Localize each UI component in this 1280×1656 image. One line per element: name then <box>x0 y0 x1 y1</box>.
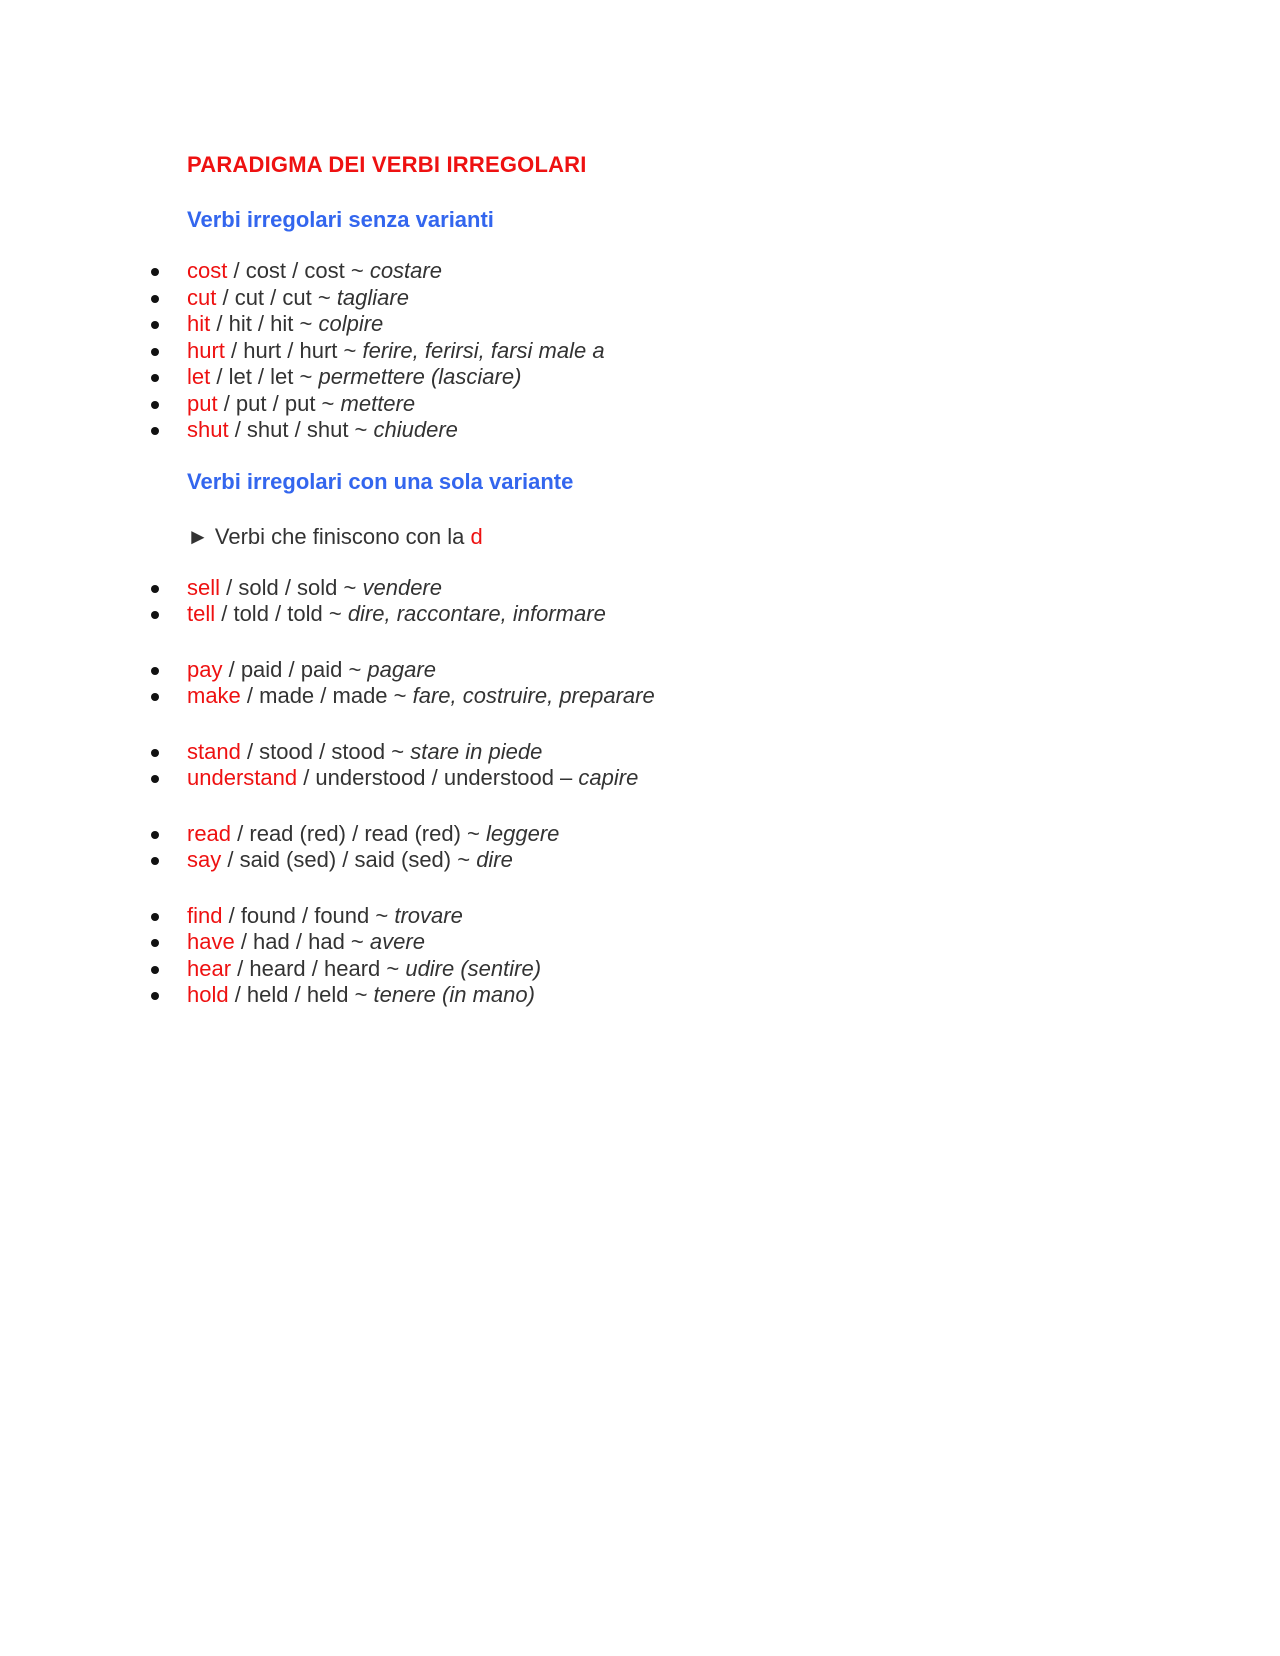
verb-group-5 <box>187 903 1187 1009</box>
list-item <box>187 258 1187 285</box>
list-item <box>187 683 1187 710</box>
list-item <box>187 311 1187 338</box>
verb-base: have <box>187 929 235 954</box>
verb-base: hear <box>187 955 232 981</box>
verb-base: understand <box>187 765 298 790</box>
section-heading-no-variants: Verbi irregolari senza varianti <box>187 207 494 232</box>
verb-group-4 <box>187 821 1187 874</box>
list-item <box>187 982 1187 1009</box>
verb-meaning: permettere (lasciare) <box>318 364 522 389</box>
verb-meaning: tenere (in mano) <box>373 982 535 1007</box>
verb-base: stand <box>187 738 241 764</box>
list-item <box>187 765 1187 792</box>
subsection-note <box>187 520 1187 554</box>
verb-meaning: trovare <box>394 902 463 928</box>
page-title: PARADIGMA DEI VERBI IRREGOLARI <box>187 152 587 177</box>
list-item <box>187 657 1187 684</box>
verb-base: tell <box>187 601 216 626</box>
verb-base: say <box>187 847 222 872</box>
verb-forms: / said (sed) / said (sed) ~ <box>221 847 477 872</box>
verb-meaning: dire <box>476 847 513 872</box>
verb-forms: / put / put ~ <box>217 390 341 416</box>
verb-meaning: colpire <box>318 311 384 336</box>
verb-forms: / paid / paid ~ <box>222 656 368 682</box>
verb-meaning: dire, raccontare, informare <box>347 601 606 626</box>
verb-meaning: ferire, ferirsi, farsi male a <box>362 337 605 363</box>
verb-base: cut <box>187 284 217 310</box>
verb-group-3 <box>187 739 1187 792</box>
verb-forms: / let / let ~ <box>210 364 319 389</box>
verb-meaning: fare, costruire, preparare <box>412 683 655 708</box>
verb-meaning: capire <box>578 765 639 790</box>
verb-base: hurt <box>187 337 225 363</box>
list-item <box>187 929 1187 956</box>
verb-list-no-variants <box>187 258 1187 444</box>
verb-meaning: avere <box>369 929 425 954</box>
verb-forms: / found / found ~ <box>222 902 395 928</box>
verb-forms: / hurt / hurt ~ <box>224 337 363 363</box>
verb-meaning: udire (sentire) <box>405 955 542 981</box>
verb-base: pay <box>187 656 223 682</box>
list-item <box>187 364 1187 391</box>
verb-meaning: pagare <box>367 656 436 682</box>
verb-base: put <box>187 390 218 416</box>
verb-base: find <box>187 902 223 928</box>
verb-group-1 <box>187 575 1187 628</box>
verb-meaning: costare <box>369 258 442 283</box>
verb-forms: / had / had ~ <box>234 929 370 954</box>
verb-forms: / sold / sold ~ <box>220 574 363 600</box>
list-item <box>187 601 1187 628</box>
list-item <box>187 391 1187 418</box>
verb-forms: / made / made ~ <box>240 683 413 708</box>
verb-base: shut <box>187 417 229 442</box>
verb-forms: / cut / cut ~ <box>216 284 337 310</box>
verb-forms: / held / held ~ <box>228 982 374 1007</box>
verb-meaning: mettere <box>340 390 416 416</box>
note-letter: d <box>470 523 483 549</box>
verb-base: cost <box>187 258 228 283</box>
list-item <box>187 338 1187 365</box>
verb-base: read <box>187 820 232 846</box>
list-item <box>187 847 1187 874</box>
verb-forms: / read (red) / read (red) ~ <box>231 820 486 846</box>
verb-group-2 <box>187 657 1187 710</box>
list-item <box>187 285 1187 312</box>
verb-meaning: tagliare <box>336 284 409 310</box>
verb-base: hit <box>187 311 211 336</box>
verb-forms: / told / told ~ <box>215 601 348 626</box>
verb-meaning: vendere <box>362 574 442 600</box>
list-item <box>187 739 1187 766</box>
verb-base: sell <box>187 574 221 600</box>
list-item <box>187 956 1187 983</box>
verb-meaning: chiudere <box>373 417 458 442</box>
note-text: ► Verbi che finiscono con la <box>187 523 471 549</box>
verb-forms: / understood / understood – <box>297 765 579 790</box>
list-item <box>187 821 1187 848</box>
verb-base: let <box>187 364 211 389</box>
list-item <box>187 575 1187 602</box>
list-item <box>187 903 1187 930</box>
document-content <box>187 148 1187 1009</box>
verb-forms: / hit / hit ~ <box>210 311 319 336</box>
section-heading-one-variant: Verbi irregolari con una sola variante <box>187 468 574 494</box>
verb-forms: / cost / cost ~ <box>227 258 370 283</box>
verb-meaning: leggere <box>485 820 560 846</box>
verb-forms: / heard / heard ~ <box>231 955 406 981</box>
verb-base: hold <box>187 982 229 1007</box>
verb-forms: / stood / stood ~ <box>240 738 411 764</box>
verb-forms: / shut / shut ~ <box>228 417 374 442</box>
list-item <box>187 417 1187 444</box>
verb-base: make <box>187 683 241 708</box>
verb-meaning: stare in piede <box>410 738 543 764</box>
